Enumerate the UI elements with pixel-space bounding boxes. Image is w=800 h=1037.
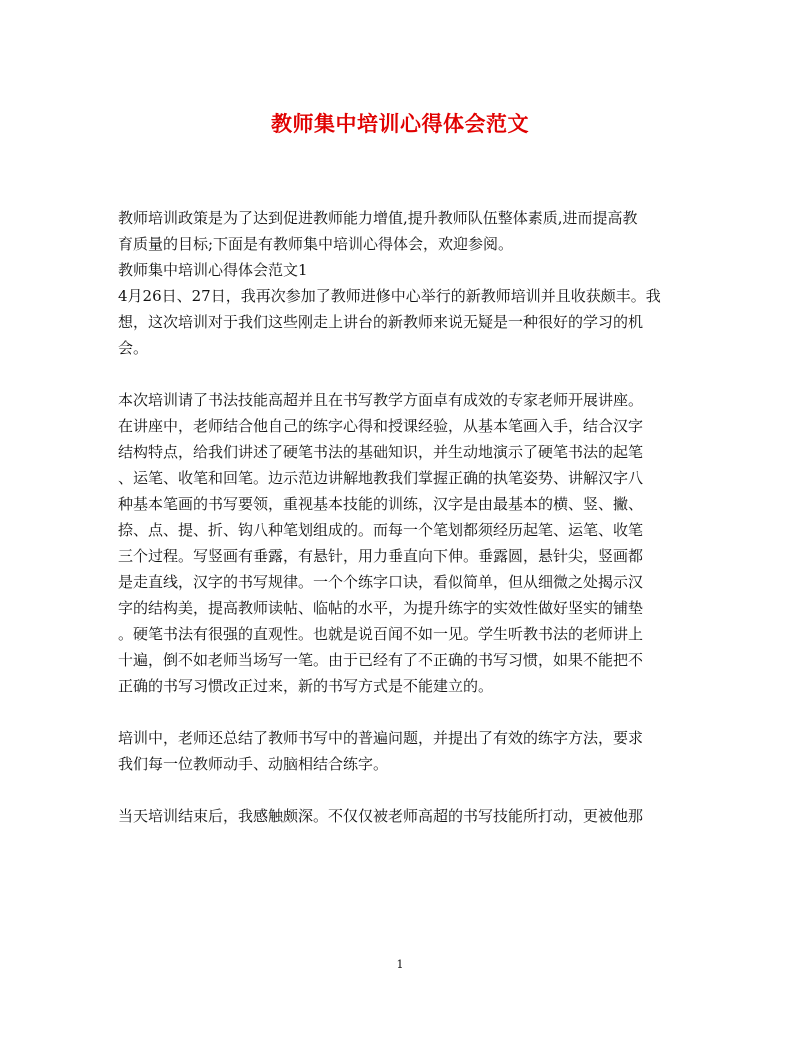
paragraph-4-line: 当天培训结束后，我感触颇深。不仅仅被老师高超的书写技能所打动，更被他那	[118, 807, 644, 825]
paragraph-2-line: 、运笔、收笔和回笔。边示范边讲解地教我们掌握正确的执笔姿势、讲解汉字八	[118, 469, 644, 487]
paragraph-1-line: 4月26日、27日，我再次参加了教师进修中心举行的新教师培训并且收获颇丰。我	[118, 287, 661, 305]
paragraph-2-line: 种基本笔画的书写要领，重视基本技能的训练，汉字是由最基本的横、竖、撇、	[118, 495, 644, 513]
paragraph-1-line: 想，这次培训对于我们这些刚走上讲台的新教师来说无疑是一种很好的学习的机	[118, 313, 644, 331]
paragraph-2-line: 本次培训请了书法技能高超并且在书写教学方面卓有成效的专家老师开展讲座。	[118, 391, 644, 409]
paragraph-1-line: 会。	[118, 339, 149, 357]
document-body	[118, 205, 686, 829]
paragraph-gap	[118, 777, 686, 803]
paragraph-2-line: 结构特点，给我们讲述了硬笔书法的基础知识，并生动地演示了硬笔书法的起笔	[118, 443, 644, 461]
paragraph-2-line: 三个过程。写竖画有垂露，有悬针，用力垂直向下伸。垂露圆，悬针尖，竖画都	[118, 547, 644, 565]
paragraph-2-line: 。硬笔书法有很强的直观性。也就是说百闻不如一见。学生听教书法的老师讲上	[118, 625, 644, 643]
page-title: 教师集中培训心得体会范文	[271, 111, 529, 136]
intro-line: 育质量的目标;下面是有教师集中培训心得体会，欢迎参阅。	[118, 235, 514, 253]
paragraph-2-line: 在讲座中，老师结合他自己的练字心得和授课经验，从基本笔画入手，结合汉字	[118, 417, 644, 435]
intro-line: 教师培训政策是为了达到促进教师能力增值,提升教师队伍整体素质,进而提高教	[118, 209, 638, 227]
paragraph-gap	[118, 699, 686, 725]
paragraph-2-line: 十遍，倒不如老师当场写一笔。由于已经有了不正确的书写习惯，如果不能把不	[118, 651, 644, 669]
paragraph-2-line: 字的结构美，提高教师读帖、临帖的水平，为提升练字的实效性做好坚实的铺垫	[118, 599, 644, 617]
paragraph-3-line: 培训中，老师还总结了教师书写中的普遍问题，并提出了有效的练字方法，要求	[118, 729, 644, 747]
paragraph-gap	[118, 361, 686, 387]
paragraph-2-line: 是走直线，汉字的书写规律。一个个练字口诀，看似简单，但从细微之处揭示汉	[118, 573, 644, 591]
page-number: 1	[396, 958, 404, 971]
paragraph-3-line: 我们每一位教师动手、动脑相结合练字。	[118, 755, 389, 773]
paragraph-2-line: 正确的书写习惯改正过来，新的书写方式是不能建立的。	[118, 677, 494, 695]
paragraph-2-line: 捺、点、提、折、钩八种笔划组成的。而每一个笔划都须经历起笔、运笔、收笔	[118, 521, 644, 539]
section-heading: 教师集中培训心得体会范文1	[118, 261, 308, 279]
